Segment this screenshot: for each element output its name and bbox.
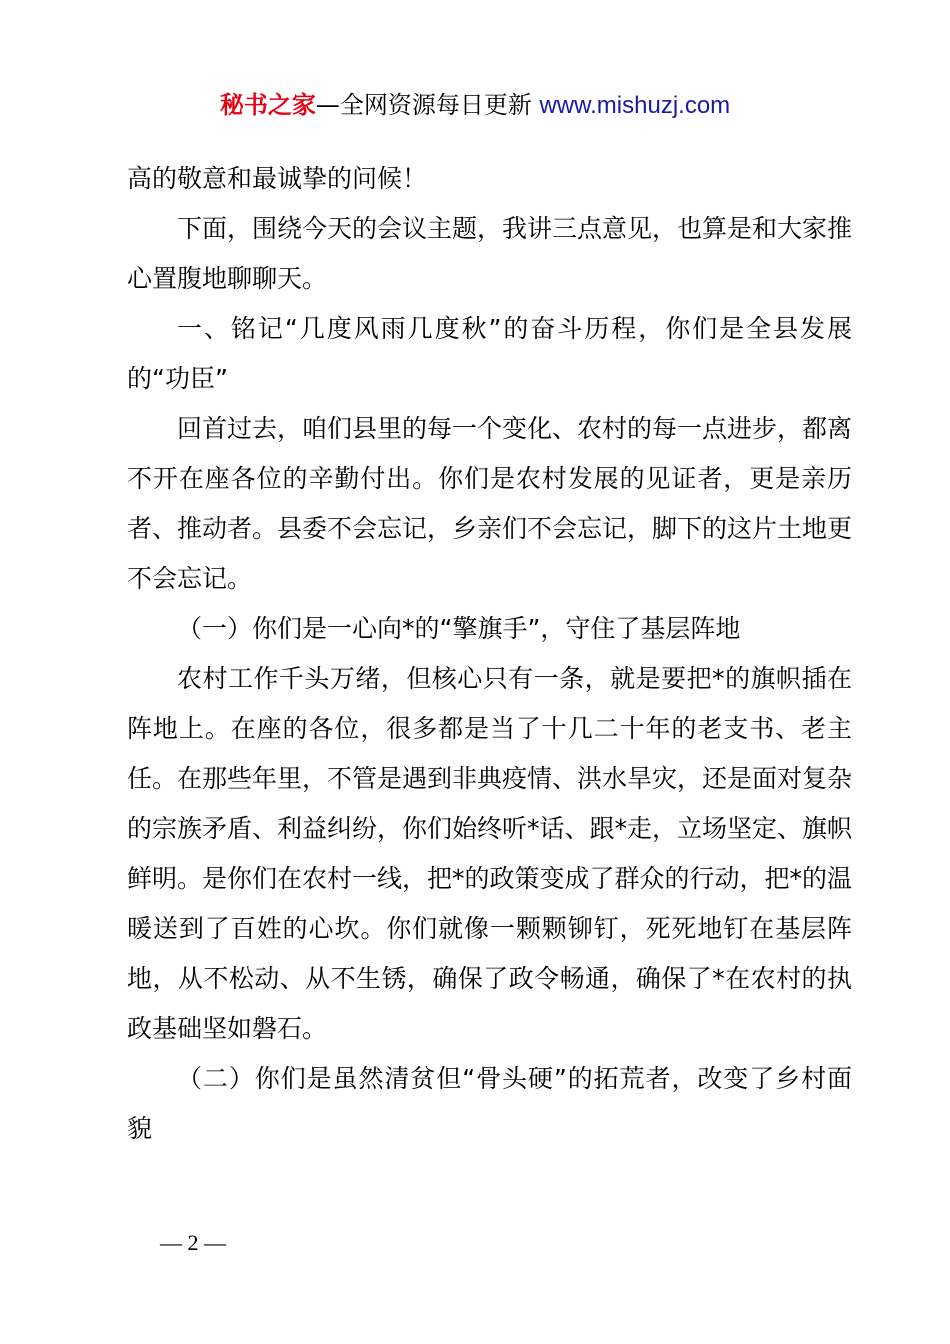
subsection-heading-1: （一）你们是一心向*的“擎旗手”，守住了基层阵地 bbox=[177, 614, 741, 643]
paragraph: 回首过去，咱们县里的每一个变化、农村的每一点进步，都离不开在座各位的辛勤付出。你们是农村发展的见证者，更是亲历者、推动者。县委不会忘记，乡亲们不会忘记，脚下的这片土地更不会忘记。 bbox=[127, 414, 853, 593]
brand-name: 秘书之家 bbox=[219, 91, 316, 119]
subsection-heading-2: （二）你们是虽然清贫但“骨头硬”的拓荒者，改变了乡村面貌 bbox=[127, 1064, 852, 1143]
header-slogan: —全网资源每日更新 bbox=[315, 91, 540, 119]
page-number: — 2 — bbox=[160, 1230, 226, 1255]
page-header bbox=[0, 86, 950, 125]
paragraph-intro: 下面，围绕今天的会议主题，我讲三点意见，也算是和大家推心置腹地聊聊天。 bbox=[127, 214, 853, 293]
paragraph: 农村工作千头万绪，但核心只有一条，就是要把*的旗帜插在阵地上。在座的各位，很多都是当了十几二十年的老支书、老主任。在那些年里，不管是遇到非典疫情、洪水旱灾，还是面对复杂的宗族矛盾、利益纠纷，你们始终听*话、跟*走，立场坚定、旗帜鲜明。是你们在农村一线，把*的政策变成了群众的行动，把*的温暖送到了百姓的心坎。你们就像一颗颗铆钉，死死地钉在基层阵地，从不松动、从不生锈，确保了政令畅通，确保了*在农村的执政基础坚如磐石。 bbox=[127, 664, 853, 1043]
website-link[interactable]: www.mishuzj.com bbox=[539, 92, 731, 119]
section-heading-1: 一、铭记“几度风雨几度秋”的奋斗历程，你们是全县发展的“功臣” bbox=[127, 314, 852, 393]
paragraph-continuation: 高的敬意和最诚挚的问候！ bbox=[127, 164, 428, 193]
document-body bbox=[127, 154, 852, 1154]
